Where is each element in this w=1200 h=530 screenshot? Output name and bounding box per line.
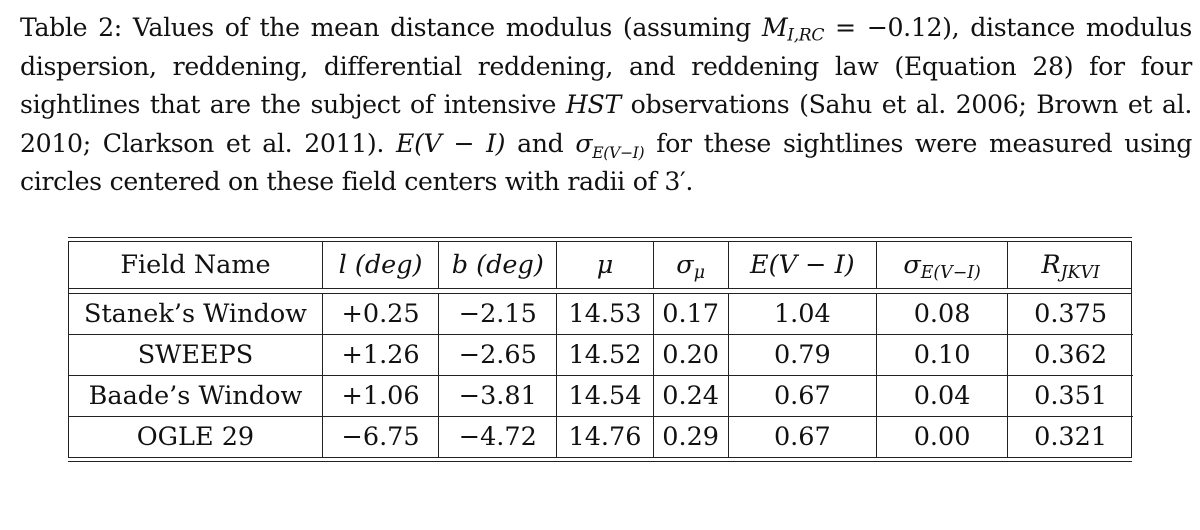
cell-evi: 0.79 bbox=[728, 334, 876, 375]
cell-sigma-evi: 0.00 bbox=[876, 416, 1007, 457]
cell-sigma-evi: 0.04 bbox=[876, 375, 1007, 416]
cell-l: +0.25 bbox=[322, 294, 438, 335]
cell-evi: 0.67 bbox=[728, 375, 876, 416]
caption-sigma-symbol: σ bbox=[575, 128, 593, 158]
cell-r: 0.351 bbox=[1008, 375, 1133, 416]
header-row bbox=[69, 242, 1133, 288]
caption-evi: E(V − I) bbox=[396, 128, 506, 158]
header-r-law: $R_{JKVI}$ bbox=[1008, 242, 1133, 288]
cell-evi: 0.67 bbox=[728, 416, 876, 457]
cell-field: Baade’s Window bbox=[69, 375, 322, 416]
cell-l: +1.06 bbox=[322, 375, 438, 416]
header-mu: μ bbox=[557, 242, 653, 288]
header-field-name: Field Name bbox=[120, 250, 271, 280]
cell-l: −6.75 bbox=[322, 416, 438, 457]
cell-mu: 14.54 bbox=[557, 375, 653, 416]
cell-field: OGLE 29 bbox=[69, 416, 322, 457]
caption-text-2: = −0.12), distance modulus dispersion, reddening, differential reddening, and reddening law (Equation 28) for four sightlines that are the subject of intensive bbox=[20, 13, 1193, 120]
cell-b: −2.65 bbox=[439, 334, 557, 375]
header-l: l (deg) bbox=[322, 242, 438, 288]
table-row bbox=[69, 375, 1133, 416]
cell-sigma-evi: 0.10 bbox=[876, 334, 1007, 375]
caption-m-symbol: M bbox=[761, 13, 788, 42]
table-caption bbox=[20, 9, 1192, 202]
cell-mu: 14.76 bbox=[557, 416, 653, 457]
cell-mu: 14.52 bbox=[557, 334, 653, 375]
table-row bbox=[69, 416, 1133, 457]
table-body-block bbox=[68, 294, 1132, 457]
table-row bbox=[69, 334, 1133, 375]
cell-field: SWEEPS bbox=[69, 334, 322, 375]
cell-sigma-evi: 0.08 bbox=[876, 294, 1007, 335]
body-table bbox=[69, 294, 1133, 457]
caption-text-3: observations (Sahu et al. 2006; Brown et al. 2010; Clarkson et al. 2011). bbox=[20, 90, 1192, 158]
data-table bbox=[68, 237, 1132, 462]
header-table bbox=[69, 242, 1133, 288]
cell-sigma-mu: 0.24 bbox=[653, 375, 728, 416]
cell-r: 0.375 bbox=[1008, 294, 1133, 335]
cell-sigma-mu: 0.29 bbox=[653, 416, 728, 457]
table-bottom-rule bbox=[68, 457, 1132, 462]
caption-hst: HST bbox=[565, 90, 621, 120]
cell-l: +1.26 bbox=[322, 334, 438, 375]
cell-sigma-mu: 0.20 bbox=[653, 334, 728, 375]
header-sigma-evi: $\sigma_{E(V-I)}$ bbox=[876, 242, 1007, 288]
table-header-block bbox=[68, 242, 1132, 288]
caption-m-subscript: I,RC bbox=[787, 25, 825, 46]
table-row bbox=[69, 294, 1133, 335]
caption-text-1: Table 2: Values of the mean distance modulus (assuming bbox=[20, 13, 762, 42]
cell-r: 0.321 bbox=[1008, 416, 1133, 457]
cell-evi: 1.04 bbox=[728, 294, 876, 335]
cell-b: −2.15 bbox=[439, 294, 557, 335]
header-sigma-mu: $\sigma_\mu$ bbox=[653, 242, 728, 288]
cell-mu: 14.53 bbox=[557, 294, 653, 335]
header-b: b (deg) bbox=[439, 242, 557, 288]
cell-b: −3.81 bbox=[439, 375, 557, 416]
caption-text-5: for these sightlines were measured using circles centered on these field centers with radii of 3′. bbox=[20, 128, 1193, 197]
cell-field: Stanek’s Window bbox=[83, 298, 307, 329]
cell-r: 0.362 bbox=[1008, 334, 1133, 375]
header-evi: E(V − I) bbox=[728, 242, 876, 288]
caption-sigma-subscript: E(V−I) bbox=[592, 144, 645, 163]
cell-sigma-mu: 0.17 bbox=[653, 294, 728, 335]
cell-b: −4.72 bbox=[439, 416, 557, 457]
caption-text-4: and bbox=[505, 128, 576, 158]
